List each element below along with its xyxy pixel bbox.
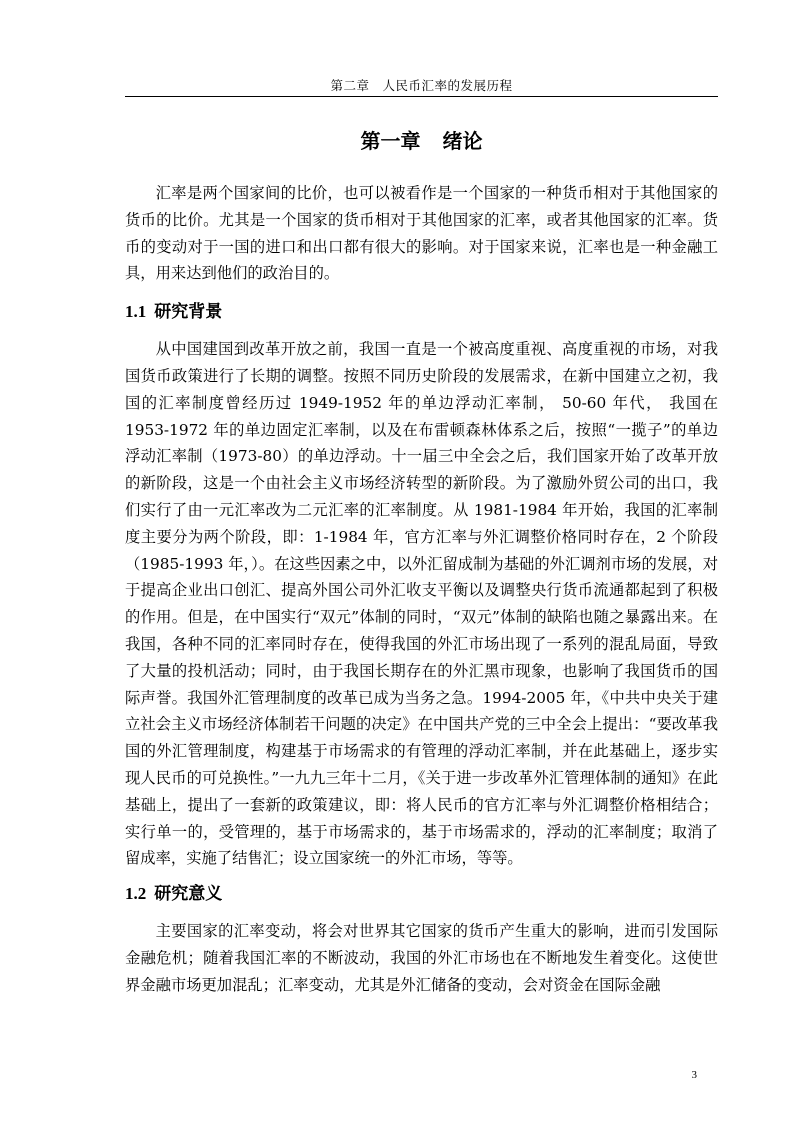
chapter-name: 绪论 [442, 129, 483, 153]
chapter-title [125, 127, 718, 155]
chapter-label: 第一章 [360, 129, 421, 153]
research-background-paragraph: 从中国建国到改革开放之前，我国一直是一个被高度重视、高度重视的市场，对我国货币政策进行了长期的调整。按照不同历史阶段的发展需求，在新中国建立之初，我国的汇率制度曾经历过 1949-1952 年的单边浮动汇率制， 50-60 年代， 我国在 1953-1972 年的单边固定汇率制，以及在布雷顿森林体系之后，按照“一揽子”的单边浮动汇率制（1973-80）的单边浮动。十一届三中全会之后，我们国家开始了改革开放的新阶段，这是一个由社会主义市场经济转型的新阶段。为了激励外贸公司的出口，我们实行了由一元汇率改为二元汇率的汇率制度。从 1981-1984 年开始，我国的汇率制度主要分为两个阶段，即：1-1984 年，官方汇率与外汇调整价格同时存在，2 个阶段（1985-1993 年，）。在这些因素之中，以外汇留成制为基础的外汇调剂市场的发展，对于提高企业出口创汇、提高外国公司外汇收支平衡以及调整央行货币流通都起到了积极的作用。但是，在中国实行“双元”体制的同时，“双元”体制的缺陷也随之暴露出来。在我国，各种不同的汇率同时存在，使得我国的外汇市场出现了一系列的混乱局面，导致了大量的投机活动；同时，由于我国长期存在的外汇黑市现象，也影响了我国货币的国际声誉。我国外汇管理制度的改革已成为当务之急。1994-2005 年，《中共中央关于建立社会主义市场经济体制若干问题的决定》在中国共产党的三中全会上提出：“要改革我国的外汇管理制度，构建基于市场需求的有管理的浮动汇率制，并在此基础上，逐步实现人民币的可兑换性。”一九九三年十二月，《关于进一步改革外汇管理体制的通知》在此基础上，提出了一套新的政策建议，即：将人民币的官方汇率与外汇调整价格相结合；实行单一的，受管理的，基于市场需求的，基于市场需求的，浮动的汇率制度；取消了留成率，实施了结售汇；设立国家统一的外汇市场，等等。 [125, 340, 718, 868]
section-number: 1.1 [125, 302, 147, 322]
running-header: 第二章 人民币汇率的发展历程 [330, 78, 513, 93]
section-number: 1.2 [125, 884, 147, 904]
header-rule [125, 96, 718, 97]
intro-paragraph: 汇率是两个国家间的比价，也可以被看作是一个国家的一种货币相对于其他国家的货币的比价。尤其是一个国家的货币相对于其他国家的汇率，或者其他国家的汇率。货币的变动对于一国的进口和出口都有很大的影响。对于国家来说，汇率也是一种金融工具，用来达到他们的政治目的。 [125, 184, 718, 283]
section-title: 研究背景 [154, 302, 223, 323]
document-body [125, 180, 718, 999]
section-title: 研究意义 [154, 884, 223, 905]
research-significance-paragraph: 主要国家的汇率变动，将会对世界其它国家的货币产生重大的影响，进而引发国际金融危机；随着我国汇率的不断波动，我国的外汇市场也在不断地发生着变化。这使世界金融市场更加混乱；汇率变动，尤其是外汇储备的变动，会对资金在国际金融 [125, 922, 718, 994]
section-heading-research-significance [125, 881, 718, 907]
section-heading-research-background [125, 299, 718, 325]
page-number: 3 [691, 1069, 697, 1081]
